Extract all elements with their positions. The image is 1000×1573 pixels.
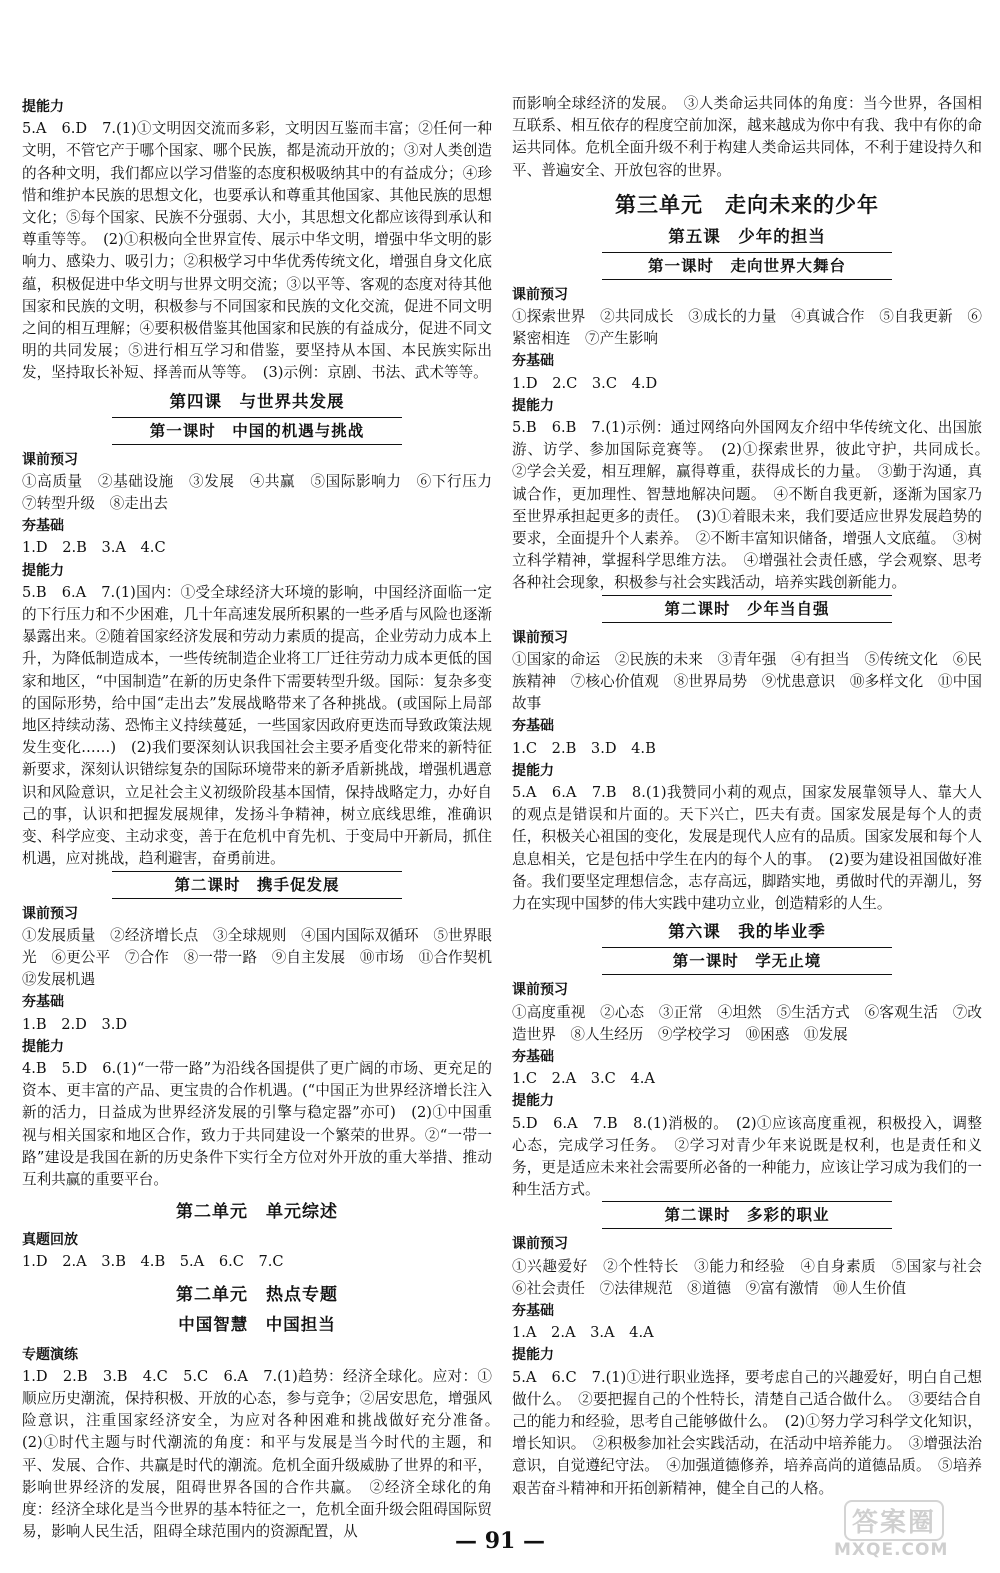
- answer-text: 5.B 6.B 7.(1)示例：通过网络向外国网友介绍中华传统文化、出国旅游、访学、参加国际竞赛等。 (2)①探索世界，彼此守护，共同成长。 ②学会关爱，相互理解，赢得尊重，获得成长的力量。 ③勤于沟通，真诚合作，更加理性、智慧地解决问题。 ④不断自我更新，逐渐为国家乃至世界承担起更多的责任。 (3)①着眼未来，我们要适应世界发展趋势的要求，全面提升个人素养。 ②不断丰富知识储备，增强人文底蕴。 ③树立科学精神，掌握科学思维方法。 ④增强社会责任感，学会观察、思考各种社会现象，积极参与社会实践活动，培养实践创新能力。: [512, 419, 997, 592]
- section-label: 课前预习: [512, 982, 568, 999]
- section-label: 夯基础: [512, 1048, 554, 1065]
- unit-title: 第三单元 走向未来的少年: [615, 191, 879, 217]
- answer-text: ①兴趣爱好 ②个性特长 ③能力和经验 ④自身素质 ⑤国家与社会 ⑥社会责任 ⑦法律规范 ⑧道德 ⑨富有激情 ⑩人生价值: [512, 1257, 997, 1297]
- answer-text: 5.D 6.A 7.B 8.(1)消极的。 (2)①应该高度重视，积极投入，调整心态，完成学习任务。 ②学习对青少年来说既是权利，也是责任和义务，更是适应未来社会需要所必备的一种能力，应该让学习成为我们的一种生活方式。: [512, 1114, 982, 1199]
- page-number: — 91 —: [455, 1528, 545, 1554]
- section-label: 课前预习: [22, 905, 78, 922]
- section-label: 夯基础: [22, 994, 64, 1011]
- answer-text: ①发展质量 ②经济增长点 ③全球规则 ④国内国际双循环 ⑤世界眼光 ⑥更公平 ⑦合作 ⑧一带一路 ⑨自主发展 ⑩市场 ⑪合作契机 ⑫发展机遇: [22, 926, 507, 989]
- section-label: 课前预习: [512, 629, 568, 646]
- answer-text: ①高度重视 ②心态 ③正常 ④坦然 ⑤生活方式 ⑥客观生活 ⑦改造世界 ⑧人生经历 ⑨学校学习 ⑩困惑 ⑪发展: [512, 1003, 982, 1043]
- period-title: 第二课时 少年当自强: [602, 595, 892, 623]
- watermark-cn: 答案圈: [844, 1500, 944, 1541]
- unit-topic-title: 第二单元 热点专题: [176, 1284, 338, 1305]
- period-title: 第二课时 携手促发展: [112, 871, 402, 899]
- section-label: 课前预习: [512, 1236, 568, 1253]
- answer-text: ①高质量 ②基础设施 ③发展 ④共赢 ⑤国际影响力 ⑥下行压力 ⑦转型升级 ⑧走出去: [22, 472, 507, 513]
- section-label: 夯基础: [512, 353, 554, 370]
- section-label: 夯基础: [512, 718, 554, 735]
- left-column: [22, 96, 507, 1543]
- answer-text: 1.D 2.A 3.B 4.B 5.A 6.C 7.C: [22, 1253, 284, 1271]
- period-title: 第二课时 多彩的职业: [602, 1201, 892, 1229]
- answer-text: 5.A 6.D 7.(1)①文明因交流而多彩，文明因互鉴而丰富；②任何一种文明，不管它产于哪个国家、哪个民族，都是流动开放的；③对人类创造的各种文明，我们都应以学习借鉴的态度积极吸纳其中的有益成分；④珍惜和维护本民族的思想文化，也要承认和尊重其他国家、其他民族的思想文化；⑤每个国家、民族不分强弱、大小，其思想文化都应该得到承认和尊重等等。 (2)①积极向全世界宣传、展示中华文明，增强中华文明的影响力、感染力、吸引力；②积极学习中华优秀传统文化，增强自身文化底蕴，积极促进中华文明与世界文明交流；③以平等、客观的态度对待其他国家和民族的文明，积极参与不同国家和民族的文化交流，促进不同文明之间的相互理解；④要积极借鉴其他国家和民族的有益成分，促进不同文明的共同发展；⑤进行相互学习和借鉴，要坚持从本国、本民族实际出发，坚持取长补短、择善而从等等。 (3)示例：京剧、书法、武术等等。: [22, 120, 492, 382]
- answer-text: 5.A 6.A 7.B 8.(1)我赞同小莉的观点，国家发展靠领导人、靠大人的观点是错误和片面的。天下兴亡，匹夫有责。国家发展是每个人的责任，积极关心祖国的变化，发展是现代人应有的品质。国家发展和每个人息息相关，它是包括中学生在内的每个人的事。 (2)要为建设祖国做好准备。我们要坚定理想信念，志存高远，脚踏实地，勇做时代的弄潮儿，努力在实现中国梦的伟大实践中建功立业，创造精彩的人生。: [512, 784, 982, 913]
- period-title: 第一课时 学无止境: [602, 947, 892, 975]
- lesson-title: 第六课 我的毕业季: [668, 922, 826, 942]
- section-label: 提能力: [512, 1093, 554, 1110]
- answer-text: 1.C 2.B 3.D 4.B: [512, 739, 656, 757]
- section-label: 课前预习: [22, 451, 78, 468]
- section-label: 提能力: [512, 762, 554, 779]
- watermark-en: MXQE.COM: [834, 1540, 949, 1560]
- answer-text: 而影响全球经济的发展。 ③人类命运共同体的角度：当今世界，各国相互联系、相互依存的程度空前加深，越来越成为你中有我、我中有你的命运共同体。危机全面升级不利于构建人类命运共同体，不利于建设持久和平、普遍安全、开放包容的世界。: [512, 95, 982, 179]
- section-label: 提能力: [22, 99, 64, 115]
- topic-subtitle: 中国智慧 中国担当: [178, 1314, 336, 1334]
- section-label: 提能力: [22, 1038, 64, 1055]
- section-label: 专题演练: [22, 1346, 78, 1363]
- section-label: 真题回放: [22, 1232, 78, 1249]
- lesson-title: 第五课 少年的担当: [668, 226, 826, 246]
- answer-text: 5.B 6.A 7.(1)国内：①受全球经济大环境的影响，中国经济面临一定的下行压力和不少困难，几十年高速发展所积累的一些矛盾与风险也逐渐暴露出来。②随着国家经济发展和劳动力素质的提高，企业劳动力成本上升，为降低制造成本，一些传统制造企业将工厂迁往劳动力成本更低的国家和地区，“中国制造”在新的历史条件下需要转型升级。国际：复杂多变的国际形势，给中国“走出去”发展战略带来了各种挑战。(或国际上局部地区持续动荡、恐怖主义持续蔓延，一些国家因政府更迭而导致政策法规发生变化……) (2)我们要深刻认识我国社会主要矛盾变化带来的新特征新要求，深刻认识错综复杂的国际环境带来的新矛盾新挑战，增强机遇意识和风险意识，立足社会主义初级阶段基本国情，保持战略定力，办好自己的事，认识和把握发展规律，发扬斗争精神，树立底线思维，准确识变、科学应变、主动求变，善于在危机中育先机、于变局中开新局，抓住机遇，应对挑战，趋利避害，奋勇前进。: [22, 583, 492, 868]
- unit-review-title: 第二单元 单元综述: [176, 1202, 338, 1223]
- answer-text: ①国家的命运 ②民族的未来 ③青年强 ④有担当 ⑤传统文化 ⑥民族精神 ⑦核心价值观 ⑧世界局势 ⑨忧患意识 ⑩多样文化 ⑪中国故事: [512, 650, 982, 713]
- answer-text: 1.A 2.A 3.A 4.A: [512, 1324, 654, 1342]
- section-label: 提能力: [512, 1347, 554, 1364]
- answer-text: ①探索世界 ②共同成长 ③成长的力量 ④真诚合作 ⑤自我更新 ⑥紧密相连 ⑦产生影响: [512, 308, 982, 348]
- lesson-title: 第四课 与世界共发展: [169, 391, 345, 411]
- answer-text: 1.D 2.C 3.C 4.D: [512, 374, 658, 392]
- answer-text: 1.D 2.B 3.A 4.C: [22, 539, 166, 557]
- answer-text: 4.B 5.D 6.(1)“一带一路”为沿线各国提供了更广阔的市场、更充足的资本、更丰富的产品、更宝贵的合作机遇。(“中国正为世界经济增长注入新的活力，日益成为世界经济发展的引擎与稳定器”亦可) (2)①中国重视与相关国家和地区合作，致力于共同建设一个繁荣的世界。②“一带一路”建设是我国在新的历史条件下实行全方位对外开放的重大举措、推动互利共赢的重要平台。: [22, 1059, 492, 1188]
- section-label: 提能力: [512, 397, 554, 414]
- answer-text: 1.B 2.D 3.D: [22, 1015, 128, 1033]
- watermark-logo: [832, 1500, 982, 1562]
- section-label: 夯基础: [512, 1302, 554, 1319]
- answer-text: 1.C 2.A 3.C 4.A: [512, 1070, 655, 1088]
- answer-text: 5.A 6.C 7.(1)①进行职业选择，要考虑自己的兴趣爱好，明白自己想做什么。 ②要把握自己的个性特长，清楚自己适合做什么。 ③要结合自己的能力和经验，思考自己能够做什么。 (2)①努力学习科学文化知识，增长知识。 ②积极参加社会实践活动，在活动中培养能力。 ③增强法治意识，自觉遵纪守法。 ④加强道德修养，培养高尚的道德品质。 ⑤培养艰苦奋斗精神和开拓创新精神，健全自己的人格。: [512, 1368, 982, 1497]
- section-label: 夯基础: [22, 518, 64, 535]
- period-title: 第一课时 中国的机遇与挑战: [112, 417, 402, 445]
- answer-text: 1.D 2.B 3.B 4.C 5.C 6.A 7.(1)趋势：经济全球化。应对：①顺应历史潮流，保持积极、开放的心态，参与竞争；②居安思危，增强风险意识，注重国家经济安全，为应对各种困难和挑战做好充分准备。 (2)①时代主题与时代潮流的角度：和平与发展是当今时代的主题，和平、发展、合作、共赢是时代的潮流。危机全面升级威胁了世界的和平，影响世界经济的发展，阻碍世界各国的合作共赢。 ②经济全球化的角度：经济全球化是当今世界的基本特征之一，危机全面升级会阻碍国际贸易，影响人民生活，阻碍全球范围内的资源配置，从: [22, 1367, 507, 1541]
- section-label: 提能力: [22, 562, 64, 579]
- period-title: 第一课时 走向世界大舞台: [602, 252, 892, 280]
- right-column: [512, 93, 997, 1500]
- section-label: 课前预习: [512, 286, 568, 303]
